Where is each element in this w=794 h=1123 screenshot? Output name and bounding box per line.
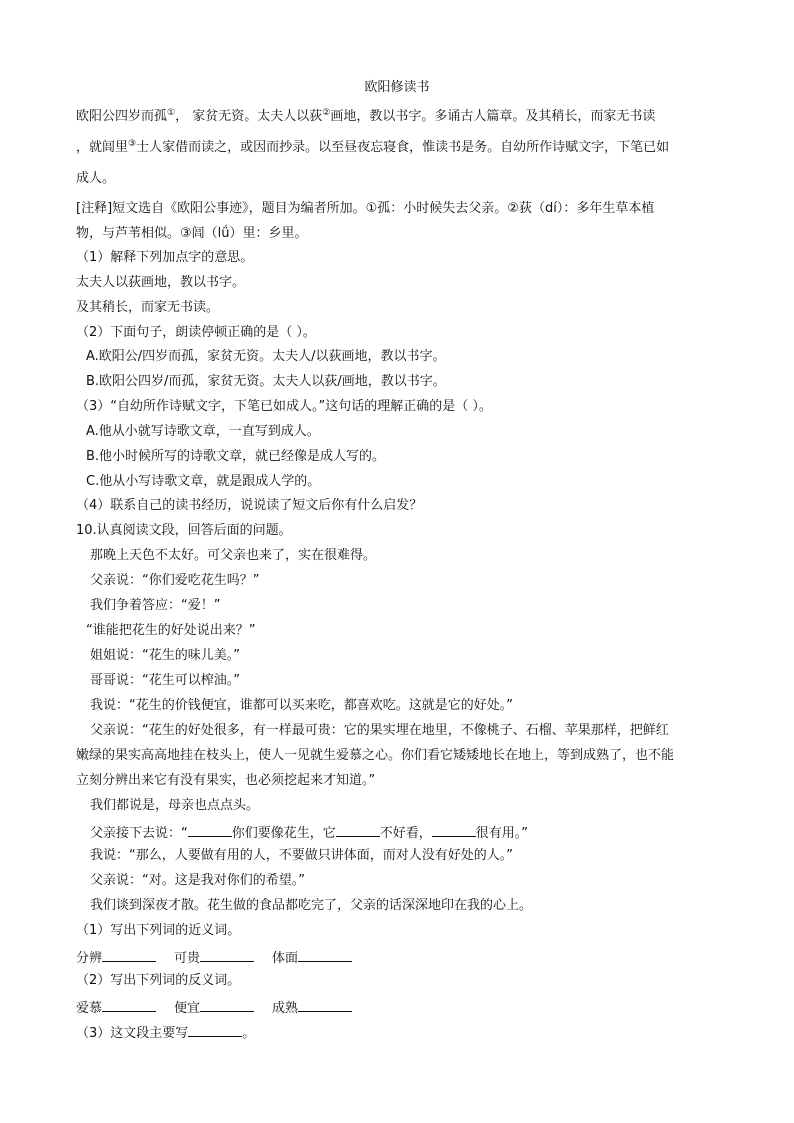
- footnote-mark: ③: [128, 139, 137, 149]
- question-3-option-b: B.他小时候所写的诗歌文章，就已经像是成人写的。: [86, 449, 386, 464]
- reading-paragraph: 我们都说是，母亲也点点头。: [90, 798, 260, 813]
- answer-blank[interactable]: [188, 1023, 242, 1037]
- answer-blank[interactable]: [298, 948, 352, 962]
- question-1-stem: （1）解释下列加点字的意思。: [76, 250, 254, 265]
- question-2-stem: （2）下面句子，朗读停顿正确的是（ ）。: [76, 325, 316, 340]
- paragraph-text: 父亲接下去说：“: [90, 826, 188, 841]
- question-1-item-a: 太夫人以荻画地，教以书字。: [76, 275, 246, 290]
- reading-paragraph: 姐姐说：“花生的味儿美。”: [90, 648, 240, 663]
- reading-paragraph: [90, 823, 528, 842]
- reading-paragraph: 立刻分辨出来它有没有果实，也必须挖起来才知道。”: [76, 773, 376, 788]
- sub-question-2-words: [76, 998, 352, 1017]
- question-text: （3）这文段主要写: [76, 1026, 189, 1041]
- word: 可贵: [174, 951, 201, 966]
- annotation-line-2: 物，与芦苇相似。③闾（lǘ）里：乡里。: [76, 226, 308, 241]
- sub-question-1-words: [76, 948, 352, 967]
- sub-question-3-stem: [76, 1023, 255, 1042]
- reading-paragraph: 父亲说：“对。这是我对你们的希望。”: [90, 873, 305, 888]
- question-3-option-a: A.他从小就写诗歌文章，一直写到成人。: [86, 424, 320, 439]
- paragraph-text: 很有用。”: [475, 826, 529, 841]
- page-title: 欧阳修读书: [364, 80, 430, 95]
- passage-text: 画地，教以书字。多诵古人篇章。及其稍长，而家无书读: [330, 109, 656, 124]
- answer-blank[interactable]: [102, 948, 156, 962]
- fill-in-blank[interactable]: [336, 823, 380, 837]
- word: 成熟: [272, 1001, 299, 1016]
- question-2-option-b: B.欧阳公四岁/而孤，家贫无资。太夫人以荻/画地，教以书字。: [86, 374, 446, 389]
- reading-paragraph: 父亲说：“你们爱吃花生吗？”: [90, 573, 260, 588]
- reading-paragraph: 我们谈到深夜才散。花生做的食品都吃完了，父亲的话深深地印在我的心上。: [90, 898, 533, 913]
- answer-blank[interactable]: [298, 998, 352, 1012]
- question-3-stem: （3）“自幼所作诗赋文字，下笔已如成人。”这句话的理解正确的是（ ）。: [76, 399, 492, 414]
- question-10-stem: 10.认真阅读文段，回答后面的问题。: [76, 523, 292, 538]
- reading-paragraph: 我们争着答应：“爱！”: [90, 598, 221, 613]
- reading-paragraph: 我说：“那么，人要做有用的人，不要做只讲体面，而对人没有好处的人。”: [90, 848, 513, 863]
- footnote-mark: ②: [322, 108, 331, 118]
- answer-blank[interactable]: [200, 998, 254, 1012]
- reading-paragraph: “谁能把花生的好处说出来？”: [86, 623, 256, 638]
- passage-text: ，就闾里: [76, 140, 129, 155]
- reading-paragraph: 哥哥说：“花生可以榨油。”: [90, 673, 240, 688]
- passage-text: 欧阳公四岁而孤: [76, 109, 168, 124]
- reading-paragraph: 那晚上天色不太好。可父亲也来了，实在很难得。: [90, 548, 377, 563]
- passage-line-3: 成人。: [76, 171, 116, 186]
- word: 爱慕: [76, 1001, 103, 1016]
- passage-line-2: [76, 140, 669, 157]
- reading-paragraph: 我说：“花生的价钱便宜，谁都可以买来吃，都喜欢吃。这就是它的好处。”: [90, 698, 513, 713]
- paragraph-text: 你们要像花生，它: [231, 826, 336, 841]
- annotation-line-1: [注释]短文选自《欧阳公事迹》，题目为编者所加。①孤：小时候失去父亲。②荻（dí）：多年生草本植: [76, 201, 655, 216]
- passage-text: 士人家借而读之，或因而抄录。以至昼夜忘寝食，惟读书是务。自幼所作诗赋文字，下笔已如: [136, 140, 670, 155]
- passage-line-1: [76, 109, 655, 126]
- question-1-item-b: 及其稍长，而家无书读。: [76, 300, 220, 315]
- question-4-stem: （4）联系自己的读书经历，说说读了短文后你有什么启发？: [76, 498, 423, 513]
- sub-question-1-stem: （1）写出下列词的近义词。: [76, 923, 241, 938]
- passage-text: ， 家贫无资。太夫人以荻: [175, 109, 323, 124]
- word: 分辨: [76, 951, 103, 966]
- word: 便宜: [174, 1001, 201, 1016]
- footnote-mark: ①: [167, 108, 176, 118]
- paragraph-text: 不好看，: [379, 826, 432, 841]
- word: 体面: [272, 951, 299, 966]
- fill-in-blank[interactable]: [432, 823, 476, 837]
- reading-paragraph: 父亲说：“花生的好处很多，有一样最可贵：它的果实埋在地里，不像桃子、石榴、苹果那样，把鲜红: [90, 723, 669, 738]
- reading-paragraph: 嫩绿的果实高高地挂在枝头上，使人一见就生爱慕之心。你们看它矮矮地长在地上，等到成熟了，也不能: [76, 748, 675, 763]
- question-text: 。: [242, 1026, 256, 1041]
- question-2-option-a: A.欧阳公/四岁而孤，家贫无资。太夫人/以荻画地，教以书字。: [86, 349, 446, 364]
- fill-in-blank[interactable]: [188, 823, 232, 837]
- answer-blank[interactable]: [102, 998, 156, 1012]
- question-3-option-c: C.他从小写诗歌文章，就是跟成人学的。: [86, 474, 321, 489]
- sub-question-2-stem: （2）写出下列词的反义词。: [76, 973, 241, 988]
- answer-blank[interactable]: [200, 948, 254, 962]
